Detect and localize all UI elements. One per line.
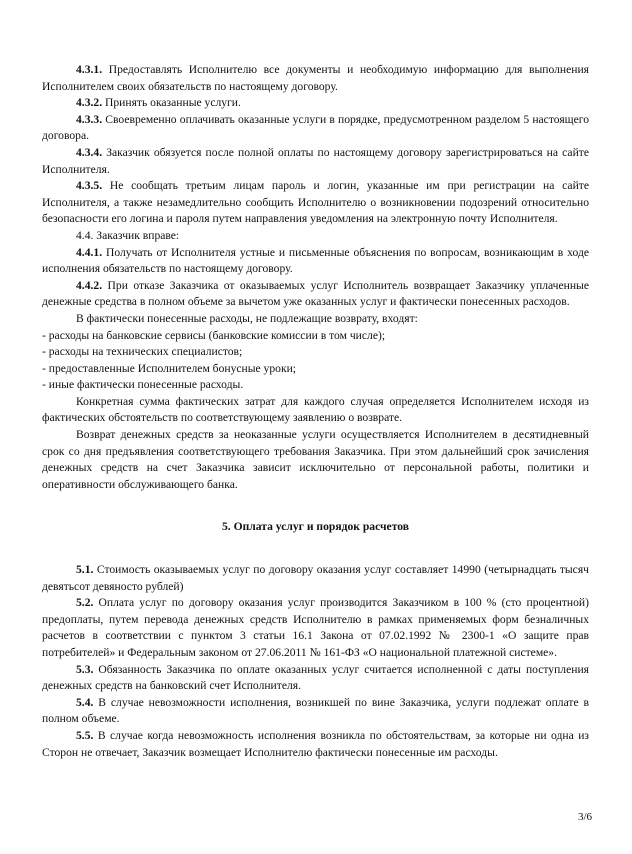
- clause-number: 5.1.: [76, 563, 94, 577]
- clause-4-4: [42, 228, 589, 245]
- clause-number: 5.3.: [76, 662, 94, 676]
- page-number: 3/6: [577, 811, 592, 823]
- clause-5-2: [42, 595, 589, 661]
- expenses-item: - расходы на технических специалистов;: [42, 345, 243, 359]
- clause-text: Обязанность Заказчика по оплате оказанных услуг считается исполненной с даты поступления денежных средств на банковский счет Исполнителя.: [42, 662, 589, 693]
- expenses-item: - иные фактически понесенные расходы.: [42, 378, 244, 392]
- clause-5-5: [42, 728, 589, 761]
- clause-4-4-1: [42, 245, 589, 278]
- clause-number: 4.3.3.: [76, 112, 103, 126]
- expenses-item: - предоставленные Исполнителем бонусные уроки;: [42, 361, 297, 375]
- actual-costs-paragraph: Конкретная сумма фактических затрат для каждого случая определяется Исполнителем исходя из фактических обстоятельств по соответствующему заявлению о возврате.: [42, 394, 589, 425]
- clause-4-3-3: [42, 112, 589, 145]
- clause-4-3-5: [42, 178, 589, 228]
- clause-number: 5.5.: [76, 728, 94, 742]
- clause-number: 5.4.: [76, 695, 94, 709]
- expenses-intro: В фактически понесенные расходы, не подлежащие возврату, входят:: [76, 311, 418, 325]
- clause-text: Не сообщать третьим лицам пароль и логин, указанные им при регистрации на сайте Исполнителя, а также незамедлительно сообщить Исполнителю о возникновении подозрений относительно безопасности его логина и пароля путем направления уведомления на электронную почту Исполнителя.: [42, 179, 589, 226]
- clause-text: Стоимость оказываемых услуг по договору оказания услуг составляет 14990 (четырнадцать тысяч девятьсот девяносто рублей): [42, 563, 589, 593]
- clause-text: При отказе Заказчика от оказываемых услуг Исполнитель возвращает Заказчику уплаченные денежные средства в полном объеме за вычетом уже оказанных услуг и фактически понесенных расходов.: [42, 278, 589, 309]
- page-content: [42, 62, 589, 761]
- clause-5-4: [42, 695, 589, 728]
- clause-text: Предоставлять Исполнителю все документы и необходимую информацию для выполнения Исполнителем своих обязательств по настоящему договору.: [42, 63, 589, 93]
- clause-text: Своевременно оплачивать оказанные услуги в порядке, предусмотренном разделом 5 настоящего договора.: [42, 112, 589, 143]
- expenses-item: - расходы на банковские сервисы (банковские комиссии в том числе);: [42, 328, 386, 342]
- clause-4-3-2: [42, 95, 589, 112]
- clause-4-4-2: [42, 278, 589, 311]
- clause-text: Получать от Исполнителя устные и письменные объяснения по вопросам, возникающим в ходе исполнения обязательств по настоящему договору.: [42, 245, 589, 276]
- clause-text: В случае когда невозможность исполнения возникла по обстоятельствам, за которые ни одна из Сторон не отвечает, Заказчик возмещает Исполнителю фактически понесенные им расходы.: [42, 728, 589, 759]
- clause-text: 4.4. Заказчик вправе:: [76, 228, 180, 242]
- clause-5-1: [42, 562, 589, 595]
- clause-5-3: [42, 662, 589, 695]
- clause-number: 5.2.: [76, 596, 94, 610]
- clause-text: Оплата услуг по договору оказания услуг производится Заказчиком в 100 % (сто процентной) предоплаты, путем перевода денежных средств Исполнителю в рамках применяемых форм безналичных расчетов в соответствии с пунктом 3 статьи 16.1 Закона от 07.02.1992 № 2300-1 «О защите прав потребителей» и Федеральным законом от 27.06.2011 № 161-ФЗ «О национальной платежной системе».: [42, 596, 589, 659]
- clause-number: 4.4.1.: [76, 245, 103, 259]
- clause-text: Принять оказанные услуги.: [102, 96, 241, 110]
- clause-number: 4.3.1.: [76, 63, 103, 76]
- clause-text: В случае невозможности исполнения, возникшей по вине Заказчика, услуги подлежат оплате в полном объеме.: [42, 695, 589, 726]
- clause-number: 4.3.4.: [76, 145, 103, 159]
- clause-number: 4.4.2.: [76, 278, 103, 292]
- section-title: 5. Оплата услуг и порядок расчетов: [221, 520, 410, 534]
- refund-term-paragraph: Возврат денежных средств за неоказанные услуги осуществляется Исполнителем в десятидневный срок со дня предъявления соответствующего требования Заказчика. При этом дальнейший срок зачисления денежных средств на счет Заказчика зависит исключительно от персональной работы, политики и оперативности обслуживающего банка.: [42, 428, 589, 491]
- clause-text: Заказчик обязуется после полной оплаты по настоящему договору зарегистрироваться на сайте Исполнителя.: [42, 145, 589, 176]
- clause-4-3-1: [42, 62, 589, 95]
- clause-number: 4.3.2.: [76, 96, 103, 110]
- clause-number: 4.3.5.: [76, 179, 103, 193]
- clause-4-3-4: [42, 145, 589, 178]
